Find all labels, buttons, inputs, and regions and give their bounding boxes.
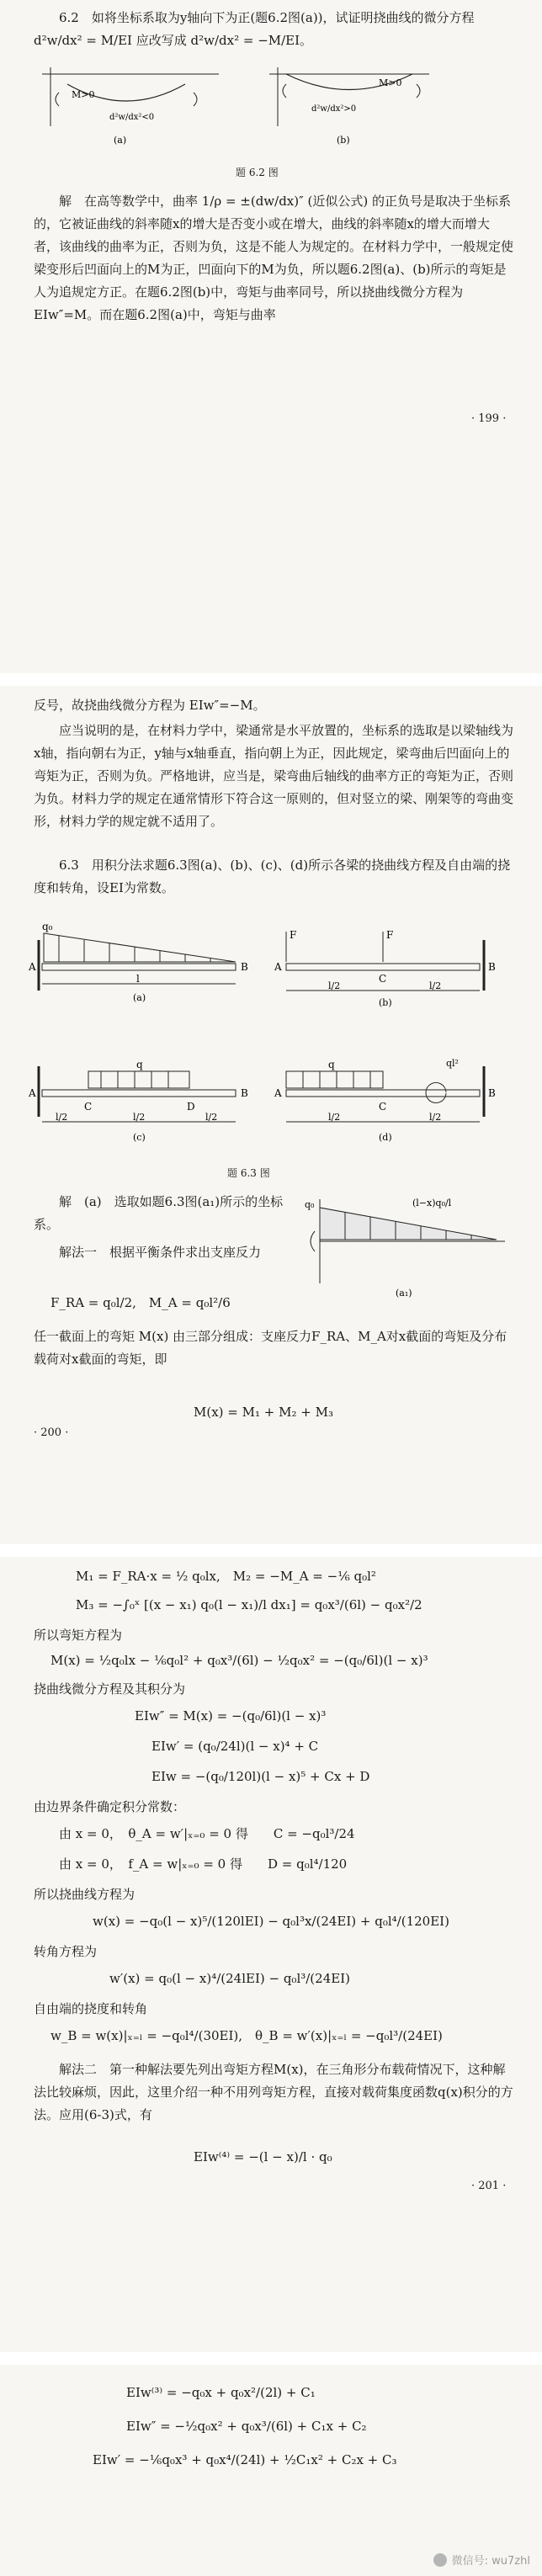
text-deflection-eq: 所以挠曲线方程为 — [34, 1887, 136, 1902]
solution-a-intro: 解 (a) 选取如题6.3图(a₁)所示的坐标系。 — [34, 1194, 284, 1232]
page-201 — [0, 1557, 542, 2352]
eq-m1-m2: M₁ = F_RA·x = ½ q₀lx, M₂ = −M_A = −⅙ q₀l² — [76, 1569, 376, 1584]
reaction-equation: F_RA = q₀l/2, M_A = q₀l²/6 — [50, 1295, 231, 1310]
fig-d-label: (d) — [379, 1132, 392, 1143]
label-D-c: D — [187, 1101, 195, 1113]
label-B-c: B — [241, 1087, 248, 1099]
eq-boundary-c: 由 x = 0， θ_A = w′|ₓ₌₀ = 0 得 C = −q₀l³/24 — [59, 1826, 355, 1841]
section-moment-text: 任一截面上的弯矩 M(x) 由三部分组成：支座反力F_RA、M_A对x截面的弯矩及分布载荷对x截面的弯矩，即 — [34, 1329, 507, 1367]
fig-c-label: (c) — [133, 1132, 146, 1143]
eq-rotation: w′(x) = q₀(l − x)⁴/(24lEI) − q₀l³/(24EI) — [109, 1971, 350, 1986]
figure-6-3 — [25, 906, 513, 1159]
label-C-c: C — [84, 1101, 93, 1113]
page-199 — [0, 0, 542, 673]
length-l2-c2: l/2 — [133, 1112, 146, 1123]
page-number: · 200 · — [34, 1426, 69, 1439]
length-l2-c1: l/2 — [56, 1112, 68, 1123]
label-A-b: A — [274, 961, 282, 973]
eq-m3: M₃ = −∫₀ˣ [(x − x₁) q₀(l − x₁)/l dx₁] = q₀x³/(6l) − q₀x²/2 — [76, 1597, 422, 1612]
label-A-a: A — [29, 961, 36, 973]
fig-a-label: (a) — [114, 135, 127, 146]
text-deflection-diff: 挠曲线微分方程及其积分为 — [34, 1681, 186, 1697]
curvature-label-b: d²w/dx²>0 — [311, 104, 357, 114]
problem-6-2-text: 6.2 如将坐标系取为y轴向下为正(题6.2图(a))，试证明挠曲线的微分方程 d²w/dx² = M/EI 应改写成 d²w/dx² = −M/EI。 — [34, 10, 475, 48]
label-B-b: B — [488, 961, 496, 973]
moment-label-a: M>0 — [72, 89, 95, 100]
label-A-d: A — [274, 1087, 282, 1099]
q-label-c: q — [136, 1059, 143, 1070]
ql2-label-d: ql² — [446, 1058, 459, 1069]
wechat-icon — [433, 2553, 447, 2567]
label-A-c: A — [29, 1087, 36, 1099]
page-202-top — [0, 2365, 542, 2576]
figure-a1 — [303, 1191, 513, 1300]
remark-paragraph: 应当说明的是，在材料力学中，梁通常是水平放置的，坐标系的选取是以梁轴线为x轴，指向朝右为正，y轴与x轴垂直，指向朝上为正，因此规定，梁弯曲后凹面向上的弯矩为正，否则为负。严格地讲，应当是，梁弯曲后轴线的曲率方正的弯矩为正，否则为负。材料力学的规定在通常情形下符合这一原则的，但对竖立的梁、刚架等的弯曲变形，材料力学的规定就不适用了。 — [34, 723, 514, 829]
fig-b-label: (b) — [379, 997, 392, 1008]
wechat-watermark — [433, 2552, 530, 2568]
label-B-d: B — [488, 1087, 496, 1099]
F-label-2: F — [386, 929, 394, 941]
figure-6-2-caption: 题 6.2 图 — [236, 167, 279, 178]
length-l-a: l — [136, 973, 140, 985]
problem-6-3-text: 6.3 用积分法求题6.3图(a)、(b)、(c)、(d)所示各梁的挠曲线方程及自由端的挠度和转角，设EI为常数。 — [34, 858, 511, 895]
a1-caption: (a₁) — [396, 1288, 412, 1299]
page-number: · 199 · — [471, 412, 507, 425]
fig-a-label: (a) — [133, 992, 146, 1003]
eq-deflection: w(x) = −q₀(l − x)⁵/(120lEI) − q₀l³x/(24EI) + q₀l⁴/(120EI) — [93, 1914, 449, 1929]
eq-eiw1: EIw′ = (q₀/24l)(l − x)⁴ + C — [151, 1739, 319, 1754]
eq-eiw1-b: EIw′ = −⅙q₀x³ + q₀x⁴/(24l) + ½C₁x² + C₂x + C₃ — [93, 2452, 397, 2467]
moment-label-b: M>0 — [379, 77, 402, 88]
text-boundary: 由边界条件确定积分常数： — [34, 1799, 186, 1814]
label-B-a: B — [241, 961, 248, 973]
page-number: · 201 · — [471, 2180, 507, 2192]
eq-eiw2-b: EIw″ = −½q₀x² + q₀x³/(6l) + C₁x + C₂ — [126, 2419, 367, 2434]
eq-eiw2: EIw″ = M(x) = −(q₀/6l)(l − x)³ — [135, 1708, 327, 1724]
length-l2-d1: l/2 — [328, 1112, 341, 1123]
a1-top-label: (l−x)q₀/l — [412, 1198, 452, 1208]
text-free-end: 自由端的挠度和转角 — [34, 2001, 148, 2016]
eq-eiw: EIw = −(q₀/120l)(l − x)⁵ + Cx + D — [151, 1769, 370, 1784]
figure-6-3-caption: 题 6.3 图 — [227, 1167, 270, 1179]
eq-eiw3: EIw⁽³⁾ = −q₀x + q₀x²/(2l) + C₁ — [126, 2385, 316, 2400]
label-C-d: C — [379, 1101, 387, 1113]
method-two-text: 解法二 第一种解法要先列出弯矩方程M(x)，在三角形分布载荷情况下，这种解法比较麻烦，因此，这里介绍一种不用列弯矩方程，直接对载荷集度函数q(x)积分的方法。应用(6-3)式，有 — [34, 2062, 513, 2122]
watermark-text: 微信号: wu7zhl — [451, 2555, 530, 2568]
F-label-1: F — [290, 929, 297, 941]
conclusion-line: 反号，故挠曲线微分方程为 EIw″=−M。 — [34, 698, 266, 713]
fig-b-label: (b) — [337, 135, 350, 146]
label-C-b: C — [379, 973, 387, 985]
eq-moment: M(x) = ½q₀lx − ⅙q₀l² + q₀x³/(6l) − ½q₀x² = −(q₀/6l)(l − x)³ — [50, 1653, 428, 1668]
moment-sum-equation: M(x) = M₁ + M₂ + M₃ — [194, 1405, 333, 1420]
method-one-text: 解法一 根据平衡条件求出支座反力 — [59, 1245, 262, 1260]
solution-6-2: 解 在高等数学中，曲率 1/ρ = ±(dw/dx)″ (近似公式) 的正负号是取决于坐标系的，它被证曲线的斜率随x的增大是否变小或在增大，曲线的斜率随x的增大而增大者，该曲线的曲率为正，否则为负，这是不能人为规定的。在材料力学中，一般规定使梁变形后凹面向上的M为正，凹面向下的M为负，所以题6.2图(a)、(b)所示的弯矩是人为追规定方正。在题6.2图(b)中，弯矩与曲率同号，所以挠曲线微分方程为 EIw″=M。而在题6.2图(a)中，弯矩与曲率 — [34, 194, 514, 322]
eq-free-end: w_B = w(x)|ₓ₌ₗ = −q₀l⁴/(30EI), θ_B = w′(x)|ₓ₌ₗ = −q₀l³/(24EI) — [50, 2028, 443, 2043]
page-200 — [0, 686, 542, 1544]
length-l2-d2: l/2 — [429, 1112, 442, 1123]
a1-q0-label: q₀ — [305, 1199, 315, 1210]
q-label-d: q — [328, 1059, 335, 1070]
eq-eiw4: EIw⁽⁴⁾ = −(l − x)/l · q₀ — [194, 2149, 332, 2164]
text-moment-eq: 所以弯矩方程为 — [34, 1628, 123, 1643]
q0-label: q₀ — [42, 921, 53, 932]
curvature-label-a: d²w/dx²<0 — [109, 113, 155, 122]
length-l2-b1: l/2 — [328, 980, 341, 991]
text-rotation-eq: 转角方程为 — [34, 1944, 98, 1959]
length-l2-b2: l/2 — [429, 980, 442, 991]
figure-6-2 — [34, 59, 505, 151]
eq-boundary-d: 由 x = 0， f_A = w|ₓ₌₀ = 0 得 D = q₀l⁴/120 — [59, 1856, 348, 1872]
length-l2-c3: l/2 — [205, 1112, 218, 1123]
